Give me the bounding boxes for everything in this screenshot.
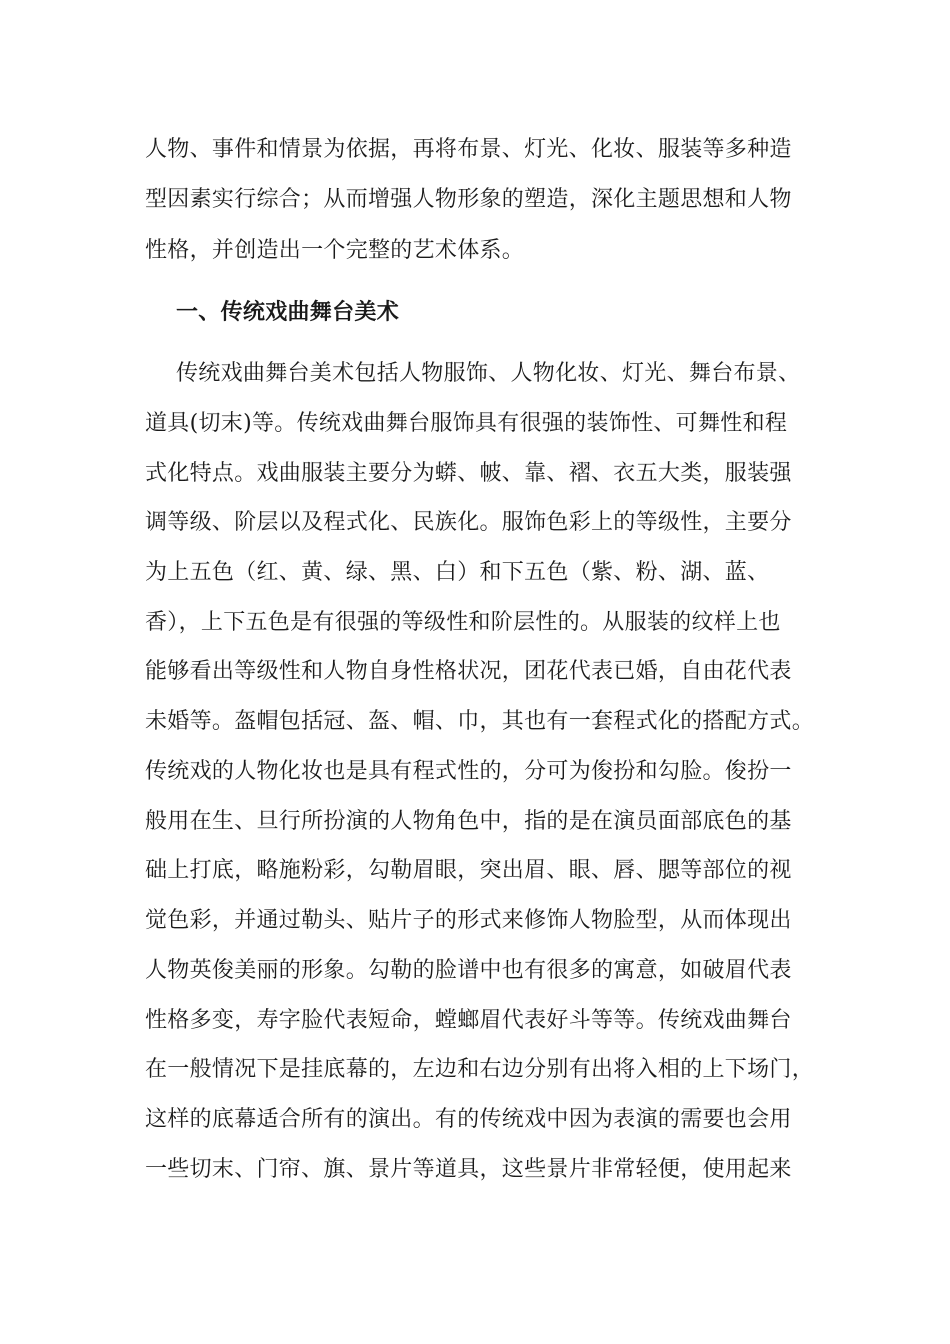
body-line-7: 能够看出等级性和人物自身性格状况，团花代表已婚，自由花代表 (145, 659, 792, 684)
body-line-6: 香），上下五色是有很强的等级性和阶层性的。从服装的纹样上也 (145, 610, 781, 635)
body-line-5: 为上五色（红、黄、绿、黑、白）和下五色（紫、粉、湖、蓝、 (145, 560, 770, 585)
body-line-12: 觉色彩，并通过勒头、贴片子的形式来修饰人物脸型，从而体现出 (145, 908, 792, 933)
section-heading: 一、传统戏曲舞台美术 (176, 299, 400, 325)
body-line-9: 传统戏的人物化妆也是具有程式性的，分可为俊扮和勾脸。俊扮一 (145, 759, 792, 784)
body-line-14: 性格多变，寿字脸代表短命，螳螂眉代表好斗等等。传统戏曲舞台 (145, 1008, 792, 1033)
body-line-1: 传统戏曲舞台美术包括人物服饰、人物化妆、灯光、舞台布景、 (176, 361, 801, 386)
intro-line-2: 型因素实行综合；从而增强人物形象的塑造，深化主题思想和人物 (145, 187, 792, 212)
body-line-15: 在一般情况下是挂底幕的，左边和右边分别有出将入相的上下场门， (145, 1057, 815, 1082)
body-line-11: 础上打底，略施粉彩，勾勒眉眼，突出眉、眼、唇、腮等部位的视 (145, 858, 792, 883)
body-line-16: 这样的底幕适合所有的演出。有的传统戏中因为表演的需要也会用 (145, 1107, 792, 1132)
body-line-17: 一些切末、门帘、旗、景片等道具，这些景片非常轻便，使用起来 (145, 1157, 792, 1182)
intro-line-3: 性格，并创造出一个完整的艺术体系。 (145, 238, 525, 263)
intro-line-1: 人物、事件和情景为依据，再将布景、灯光、化妆、服装等多种造 (145, 137, 792, 162)
body-line-3: 式化特点。戏曲服装主要分为蟒、帔、靠、褶、衣五大类，服装强 (145, 461, 792, 486)
body-line-2: 道具(切末)等。传统戏曲舞台服饰具有很强的装饰性、可舞性和程 (145, 411, 788, 436)
body-line-13: 人物英俊美丽的形象。勾勒的脸谱中也有很多的寓意，如破眉代表 (145, 958, 792, 983)
body-line-4: 调等级、阶层以及程式化、民族化。服饰色彩上的等级性，主要分 (145, 510, 792, 535)
body-line-8: 未婚等。盔帽包括冠、盔、帽、巾，其也有一套程式化的搭配方式。 (145, 709, 815, 734)
body-line-10: 般用在生、旦行所扮演的人物角色中，指的是在演员面部底色的基 (145, 809, 792, 834)
